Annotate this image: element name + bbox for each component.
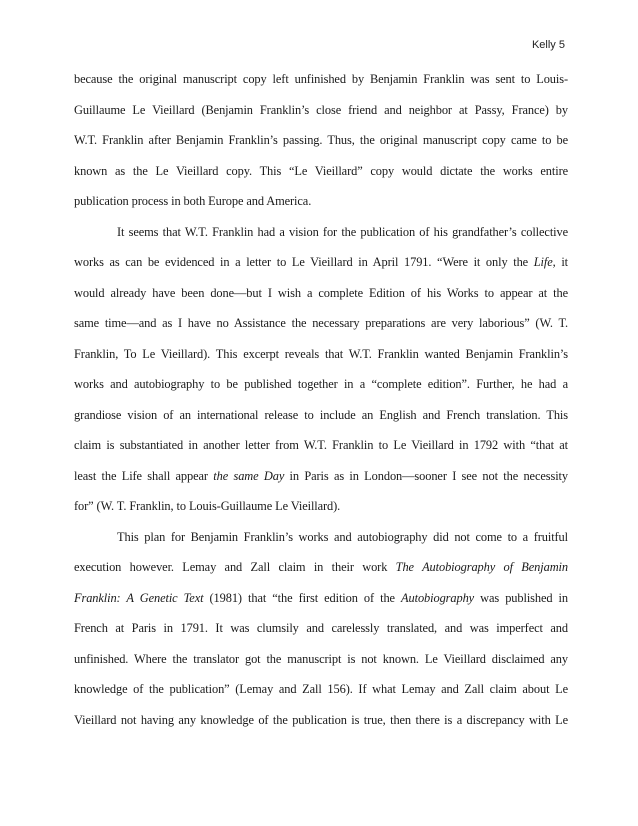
italic-text: The Autobiography of Benjamin (395, 560, 568, 574)
text-segment: because the original manuscript copy left unfinished by Benjamin Franklin was sent to Louis- (74, 72, 568, 86)
text-line (74, 223, 568, 254)
text-segment: French at Paris in 1791. It was clumsily and carelessly translated, and was imperfect and (74, 621, 568, 635)
text-line (74, 436, 568, 467)
italic-text: Autobiography (401, 590, 475, 605)
text-line (74, 375, 568, 406)
text-line (74, 345, 568, 376)
text-line (74, 680, 568, 711)
text-line (74, 70, 568, 101)
page-header (532, 39, 565, 51)
text-segment: same time—and as I have no Assistance the necessary preparations are very laborious” (W. T. (74, 316, 568, 330)
text-line (74, 467, 568, 498)
text-line (74, 162, 568, 193)
text-segment: in Paris as in London—sooner I see not the necessity (284, 468, 568, 483)
text-segment: known as the Le Vieillard copy. This “Le Vieillard” copy would dictate the works entire (74, 163, 568, 178)
text-segment: This plan for Benjamin Franklin’s works and autobiography did not come to a fruitful (117, 529, 568, 544)
text-segment: execution however. Lemay and Zall claim in their work (74, 560, 396, 574)
text-line (74, 101, 568, 132)
text-line (74, 528, 568, 559)
text-segment: works and autobiography to be published together in a “complete edition”. Further, he had a (74, 377, 568, 391)
text-segment: (1981) that “the first edition of the (203, 590, 402, 605)
italic-text: the same Day (213, 468, 285, 483)
text-line (74, 619, 568, 650)
text-segment: claim is substantiated in another letter from W.T. Franklin to Le Vieillard in 1792 with “that at (74, 438, 568, 452)
text-line (74, 589, 568, 620)
page-number-label: Kelly 5 (531, 39, 565, 51)
text-segment: works as can be evidenced in a letter to Le Vieillard in April 1791. “Were it only the (74, 255, 534, 269)
text-segment: for” (W. T. Franklin, to Louis-Guillaume Le Vieillard). (74, 499, 341, 513)
text-segment: grandiose vision of an international release to include an English and French translation. This (74, 407, 568, 422)
text-segment: it (555, 255, 569, 269)
text-line (74, 650, 568, 681)
text-segment: Franklin, To Le Vieillard). This excerpt reveals that W.T. Franklin wanted Benjamin Franklin’s (74, 346, 568, 361)
text-line (74, 131, 568, 162)
text-segment: least the Life shall appear (74, 468, 214, 483)
text-segment: knowledge of the publication” (Lemay and Zall 156). If what Lemay and Zall claim about Le (74, 682, 568, 696)
text-line (74, 284, 568, 315)
text-segment: publication process in both Europe and America. (74, 194, 312, 208)
text-line (74, 314, 568, 345)
text-line (74, 192, 568, 223)
text-segment: Vieillard not having any knowledge of the publication is true, then there is a discrepancy with Le (74, 712, 568, 727)
text-segment: It seems that W.T. Franklin had a vision for the publication of his grandfather’s collective (117, 224, 568, 239)
italic-text: Franklin: A Genetic Text (74, 590, 204, 605)
text-line (74, 497, 568, 528)
text-line (74, 253, 568, 284)
italic-text: Life, (533, 255, 556, 269)
text-segment: W.T. Franklin after Benjamin Franklin’s passing. Thus, the original manuscript copy came to be (74, 133, 568, 147)
text-line (74, 558, 568, 589)
text-segment: Guillaume Le Vieillard (Benjamin Franklin’s close friend and neighbor at Passy, France) by (74, 102, 568, 117)
text-segment: was published in (474, 590, 568, 605)
text-segment: unfinished. Where the translator got the manuscript is not known. Le Vieillard disclaimed any (74, 651, 568, 666)
text-line (74, 711, 568, 742)
text-line (74, 406, 568, 437)
body-text (74, 70, 568, 741)
text-segment: would already have been done—but I wish a complete Edition of his Works to appear at the (74, 285, 568, 300)
